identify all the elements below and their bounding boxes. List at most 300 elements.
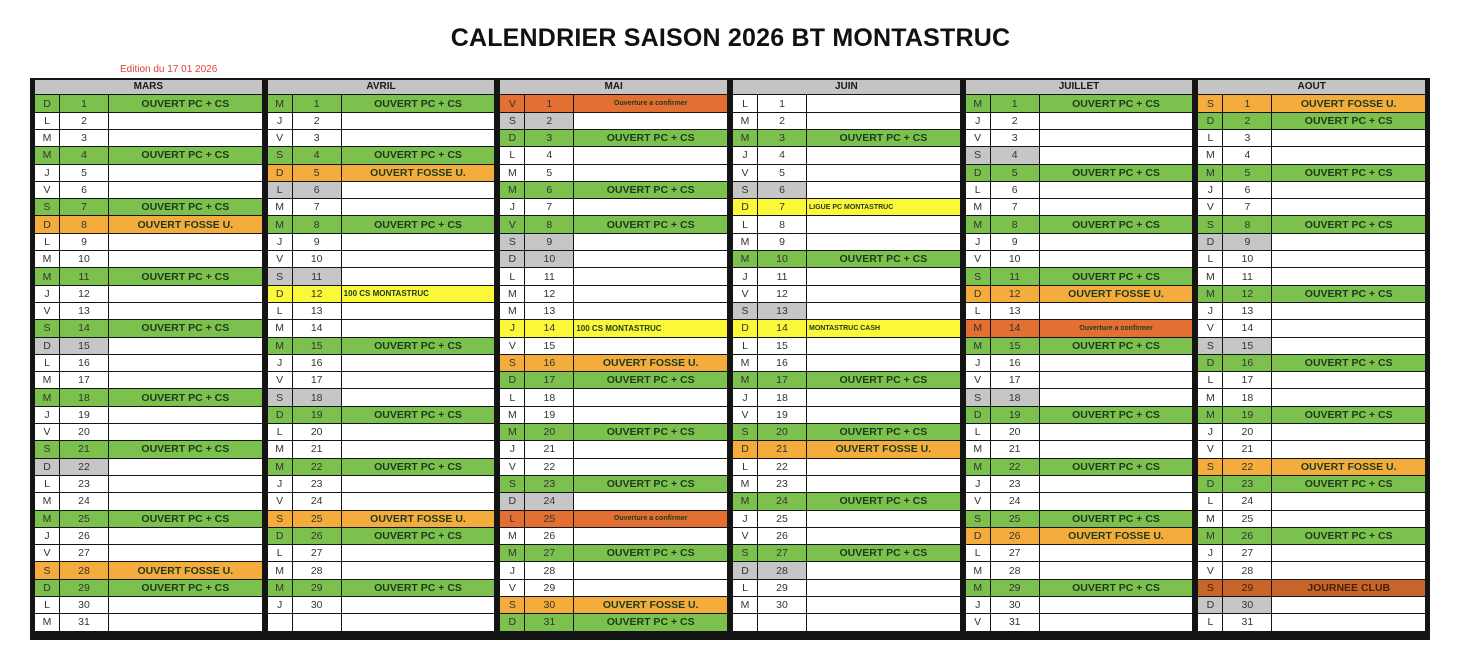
weekday-letter: M — [500, 182, 524, 198]
weekday-letter: J — [500, 441, 524, 457]
day-number: 27 — [293, 545, 341, 561]
day-row — [733, 95, 960, 111]
day-number: 25 — [60, 511, 108, 527]
weekday-letter: M — [268, 199, 292, 215]
day-row — [500, 528, 727, 544]
day-row — [1198, 286, 1425, 302]
day-row — [500, 459, 727, 475]
day-row — [966, 424, 1193, 440]
day-row — [268, 199, 495, 215]
day-number: 22 — [991, 459, 1039, 475]
event-label — [342, 562, 495, 578]
weekday-letter: L — [966, 424, 990, 440]
weekday-letter: J — [500, 562, 524, 578]
weekday-letter: D — [1198, 234, 1222, 250]
event-label: OUVERT PC + CS — [574, 424, 727, 440]
day-row — [1198, 147, 1425, 163]
weekday-letter: L — [35, 113, 59, 129]
day-row — [35, 355, 262, 371]
weekday-letter: D — [1198, 476, 1222, 492]
event-label — [807, 562, 960, 578]
day-row — [500, 234, 727, 250]
event-label: OUVERT FOSSE U. — [1040, 286, 1193, 302]
event-label: OUVERT FOSSE U. — [1272, 459, 1425, 475]
day-number: 18 — [525, 389, 573, 405]
day-number: 21 — [1223, 441, 1271, 457]
day-row — [733, 424, 960, 440]
event-label: Ouverture a confirmer — [574, 511, 727, 527]
day-number: 23 — [991, 476, 1039, 492]
day-number: 14 — [758, 320, 806, 336]
weekday-letter: M — [966, 216, 990, 232]
day-number: 1 — [293, 95, 341, 111]
weekday-letter: M — [268, 441, 292, 457]
event-label — [109, 165, 262, 181]
day-number: 13 — [293, 303, 341, 319]
event-label — [1040, 614, 1193, 630]
event-label — [342, 199, 495, 215]
weekday-letter: S — [1198, 95, 1222, 111]
day-row — [966, 199, 1193, 215]
day-number: 15 — [758, 338, 806, 354]
weekday-letter: J — [500, 320, 524, 336]
day-row — [500, 113, 727, 129]
day-number: 23 — [293, 476, 341, 492]
day-row — [500, 338, 727, 354]
weekday-letter: S — [500, 113, 524, 129]
day-number: 25 — [293, 511, 341, 527]
month-header: MAI — [500, 80, 727, 94]
day-row — [1198, 597, 1425, 613]
day-number: 24 — [525, 493, 573, 509]
event-label — [1272, 424, 1425, 440]
weekday-letter: L — [733, 95, 757, 111]
empty-cell — [293, 614, 341, 630]
event-label — [574, 338, 727, 354]
day-number: 24 — [991, 493, 1039, 509]
event-label — [109, 251, 262, 267]
weekday-letter: J — [268, 597, 292, 613]
weekday-letter: V — [500, 338, 524, 354]
day-row — [1198, 441, 1425, 457]
weekday-letter: J — [966, 355, 990, 371]
day-number: 18 — [758, 389, 806, 405]
month-column-aout — [1198, 80, 1425, 636]
day-row — [268, 355, 495, 371]
day-number: 22 — [758, 459, 806, 475]
event-label — [342, 320, 495, 336]
day-row — [268, 251, 495, 267]
event-label — [574, 407, 727, 423]
day-number: 25 — [1223, 511, 1271, 527]
page-title: CALENDRIER SAISON 2026 BT MONTASTRUC — [450, 24, 1011, 52]
day-row — [1198, 424, 1425, 440]
event-label — [342, 130, 495, 146]
weekday-letter: J — [35, 528, 59, 544]
day-row — [1198, 562, 1425, 578]
day-number: 9 — [991, 234, 1039, 250]
day-row — [733, 528, 960, 544]
day-row — [1198, 372, 1425, 388]
weekday-letter: D — [966, 165, 990, 181]
day-number: 5 — [293, 165, 341, 181]
day-row — [500, 511, 727, 527]
day-row — [500, 407, 727, 423]
event-label — [574, 147, 727, 163]
weekday-letter: M — [268, 580, 292, 596]
weekday-letter: M — [1198, 147, 1222, 163]
month-header: JUILLET — [966, 80, 1193, 94]
weekday-letter: L — [1198, 493, 1222, 509]
weekday-letter: S — [1198, 459, 1222, 475]
day-number: 21 — [991, 441, 1039, 457]
day-row — [268, 459, 495, 475]
weekday-letter: L — [35, 355, 59, 371]
day-number: 17 — [293, 372, 341, 388]
day-row — [268, 216, 495, 232]
day-number: 22 — [60, 459, 108, 475]
event-label: 100 CS MONTASTRUC — [574, 320, 727, 336]
day-number: 12 — [758, 286, 806, 302]
event-label — [342, 251, 495, 267]
day-row — [35, 286, 262, 302]
day-number: 2 — [293, 113, 341, 129]
day-number: 11 — [60, 268, 108, 284]
month-column-avril — [268, 80, 495, 636]
event-label — [574, 493, 727, 509]
day-row — [35, 95, 262, 111]
event-label — [574, 441, 727, 457]
day-number: 3 — [293, 130, 341, 146]
day-number: 18 — [60, 389, 108, 405]
day-row — [1198, 407, 1425, 423]
day-row — [966, 441, 1193, 457]
weekday-letter: S — [500, 476, 524, 492]
day-row — [1198, 234, 1425, 250]
event-label — [342, 372, 495, 388]
event-label — [1272, 389, 1425, 405]
empty-cell — [807, 614, 960, 630]
weekday-letter: J — [966, 597, 990, 613]
day-number: 4 — [758, 147, 806, 163]
weekday-letter: J — [35, 165, 59, 181]
day-row — [733, 268, 960, 284]
event-label: OUVERT PC + CS — [342, 338, 495, 354]
day-row — [966, 511, 1193, 527]
day-number: 1 — [60, 95, 108, 111]
event-label: OUVERT PC + CS — [109, 320, 262, 336]
weekday-letter: M — [733, 130, 757, 146]
day-number: 2 — [758, 113, 806, 129]
day-row — [1198, 165, 1425, 181]
day-row — [733, 199, 960, 215]
weekday-letter: M — [500, 303, 524, 319]
event-label — [342, 268, 495, 284]
day-row — [268, 580, 495, 596]
day-row — [733, 216, 960, 232]
event-label: OUVERT FOSSE U. — [807, 441, 960, 457]
event-label — [807, 95, 960, 111]
day-row — [733, 182, 960, 198]
day-number: 2 — [60, 113, 108, 129]
day-number: 10 — [991, 251, 1039, 267]
day-number: 27 — [1223, 545, 1271, 561]
edition-date: Edition du 17 01 2026 — [120, 64, 218, 75]
weekday-letter: M — [733, 355, 757, 371]
day-row — [733, 147, 960, 163]
weekday-letter: V — [268, 493, 292, 509]
day-row — [35, 303, 262, 319]
weekday-letter: S — [966, 147, 990, 163]
day-number: 9 — [525, 234, 573, 250]
weekday-letter: M — [500, 286, 524, 302]
weekday-letter: S — [35, 320, 59, 336]
day-row — [966, 493, 1193, 509]
event-label — [807, 355, 960, 371]
weekday-letter: M — [35, 614, 59, 630]
event-label: OUVERT PC + CS — [1040, 580, 1193, 596]
day-row — [966, 614, 1193, 630]
event-label: 100 CS MONTASTRUC — [342, 286, 495, 302]
weekday-letter: V — [500, 95, 524, 111]
event-label — [109, 545, 262, 561]
weekday-letter: D — [500, 493, 524, 509]
day-row — [268, 424, 495, 440]
day-number: 24 — [293, 493, 341, 509]
event-label — [807, 113, 960, 129]
event-label: OUVERT PC + CS — [342, 407, 495, 423]
day-number: 24 — [758, 493, 806, 509]
day-row — [268, 407, 495, 423]
weekday-letter: V — [733, 407, 757, 423]
day-row — [733, 113, 960, 129]
event-label — [574, 268, 727, 284]
event-label — [574, 251, 727, 267]
event-label — [574, 113, 727, 129]
event-label — [1272, 545, 1425, 561]
day-row — [1198, 130, 1425, 146]
weekday-letter: M — [966, 338, 990, 354]
day-number: 22 — [1223, 459, 1271, 475]
day-row — [500, 130, 727, 146]
weekday-letter: D — [268, 407, 292, 423]
event-label — [807, 303, 960, 319]
weekday-letter: M — [733, 372, 757, 388]
event-label — [1272, 130, 1425, 146]
day-number: 5 — [525, 165, 573, 181]
day-row — [1198, 459, 1425, 475]
weekday-letter: M — [1198, 528, 1222, 544]
event-label: OUVERT PC + CS — [1040, 268, 1193, 284]
month-column-juin — [733, 80, 960, 636]
day-number: 18 — [991, 389, 1039, 405]
day-number: 22 — [293, 459, 341, 475]
day-row — [1198, 389, 1425, 405]
event-label — [1272, 199, 1425, 215]
day-row — [733, 303, 960, 319]
day-number: 3 — [1223, 130, 1271, 146]
weekday-letter: D — [966, 407, 990, 423]
weekday-letter: V — [1198, 441, 1222, 457]
day-row — [35, 580, 262, 596]
event-label — [109, 424, 262, 440]
event-label — [807, 597, 960, 613]
day-number: 16 — [1223, 355, 1271, 371]
day-number: 25 — [758, 511, 806, 527]
day-number: 29 — [525, 580, 573, 596]
day-row — [966, 597, 1193, 613]
day-number: 3 — [758, 130, 806, 146]
weekday-letter: D — [268, 528, 292, 544]
day-row — [500, 286, 727, 302]
day-number: 4 — [525, 147, 573, 163]
day-row — [966, 286, 1193, 302]
weekday-letter: J — [268, 355, 292, 371]
weekday-letter: L — [1198, 251, 1222, 267]
event-label — [1272, 338, 1425, 354]
weekday-letter: D — [966, 286, 990, 302]
day-number: 16 — [60, 355, 108, 371]
day-number: 29 — [758, 580, 806, 596]
day-number: 31 — [991, 614, 1039, 630]
weekday-letter: V — [268, 251, 292, 267]
month-column-mai — [500, 80, 727, 636]
weekday-letter: V — [1198, 320, 1222, 336]
day-row — [500, 493, 727, 509]
event-label: OUVERT PC + CS — [574, 130, 727, 146]
weekday-letter: L — [733, 580, 757, 596]
event-label — [109, 493, 262, 509]
day-number: 10 — [525, 251, 573, 267]
day-number: 1 — [525, 95, 573, 111]
day-row — [35, 459, 262, 475]
weekday-letter: L — [35, 597, 59, 613]
weekday-letter: M — [268, 320, 292, 336]
day-row — [1198, 355, 1425, 371]
day-number: 20 — [758, 424, 806, 440]
day-row — [1198, 182, 1425, 198]
day-number: 11 — [1223, 268, 1271, 284]
event-label — [807, 182, 960, 198]
event-label — [1272, 268, 1425, 284]
day-number: 30 — [991, 597, 1039, 613]
day-row — [733, 597, 960, 613]
event-label — [342, 355, 495, 371]
day-row — [1198, 545, 1425, 561]
day-row — [733, 251, 960, 267]
day-row — [966, 95, 1193, 111]
weekday-letter: M — [500, 165, 524, 181]
day-row — [1198, 251, 1425, 267]
event-label: OUVERT PC + CS — [1040, 338, 1193, 354]
event-label — [1272, 562, 1425, 578]
weekday-letter: S — [966, 268, 990, 284]
event-label — [1040, 476, 1193, 492]
event-label — [342, 234, 495, 250]
day-row — [733, 511, 960, 527]
event-label — [574, 580, 727, 596]
weekday-letter: S — [966, 511, 990, 527]
event-label — [342, 476, 495, 492]
day-row — [733, 320, 960, 336]
event-label: OUVERT PC + CS — [574, 372, 727, 388]
day-row — [733, 580, 960, 596]
weekday-letter: V — [966, 130, 990, 146]
event-label — [1040, 199, 1193, 215]
weekday-letter: L — [1198, 372, 1222, 388]
day-row — [35, 338, 262, 354]
event-label: OUVERT PC + CS — [109, 199, 262, 215]
event-label: OUVERT PC + CS — [109, 580, 262, 596]
day-number: 23 — [60, 476, 108, 492]
day-number: 26 — [60, 528, 108, 544]
day-number: 8 — [991, 216, 1039, 232]
weekday-letter: M — [268, 459, 292, 475]
day-row — [500, 95, 727, 111]
weekday-letter: V — [966, 251, 990, 267]
weekday-letter: V — [733, 165, 757, 181]
day-row — [1198, 216, 1425, 232]
day-number: 15 — [60, 338, 108, 354]
event-label — [807, 511, 960, 527]
day-row — [1198, 320, 1425, 336]
day-number: 12 — [1223, 286, 1271, 302]
calendar-grid — [30, 78, 1430, 640]
day-number: 5 — [758, 165, 806, 181]
day-row — [966, 182, 1193, 198]
day-number: 29 — [60, 580, 108, 596]
day-row — [35, 511, 262, 527]
month-column-mars — [35, 80, 262, 636]
weekday-letter: M — [966, 562, 990, 578]
day-number: 21 — [758, 441, 806, 457]
event-label — [342, 182, 495, 198]
event-label — [807, 459, 960, 475]
event-label — [574, 528, 727, 544]
weekday-letter: D — [500, 130, 524, 146]
day-row — [500, 199, 727, 215]
weekday-letter: M — [35, 372, 59, 388]
day-row — [1198, 493, 1425, 509]
day-row — [35, 407, 262, 423]
event-label: OUVERT PC + CS — [1272, 407, 1425, 423]
day-number: 30 — [293, 597, 341, 613]
day-row — [733, 389, 960, 405]
day-number: 19 — [60, 407, 108, 423]
day-number: 7 — [293, 199, 341, 215]
event-label — [109, 355, 262, 371]
event-label: OUVERT PC + CS — [1040, 511, 1193, 527]
day-number: 31 — [525, 614, 573, 630]
weekday-letter: L — [733, 216, 757, 232]
weekday-letter: L — [733, 338, 757, 354]
day-number: 31 — [60, 614, 108, 630]
day-number: 28 — [293, 562, 341, 578]
day-row — [35, 562, 262, 578]
day-number: 27 — [758, 545, 806, 561]
weekday-letter: V — [35, 182, 59, 198]
day-row — [733, 476, 960, 492]
day-row — [268, 545, 495, 561]
day-row — [733, 286, 960, 302]
event-label — [109, 528, 262, 544]
weekday-letter: M — [1198, 389, 1222, 405]
weekday-letter: J — [1198, 303, 1222, 319]
event-label — [807, 165, 960, 181]
day-number: 21 — [293, 441, 341, 457]
day-number: 19 — [991, 407, 1039, 423]
weekday-letter: S — [733, 303, 757, 319]
